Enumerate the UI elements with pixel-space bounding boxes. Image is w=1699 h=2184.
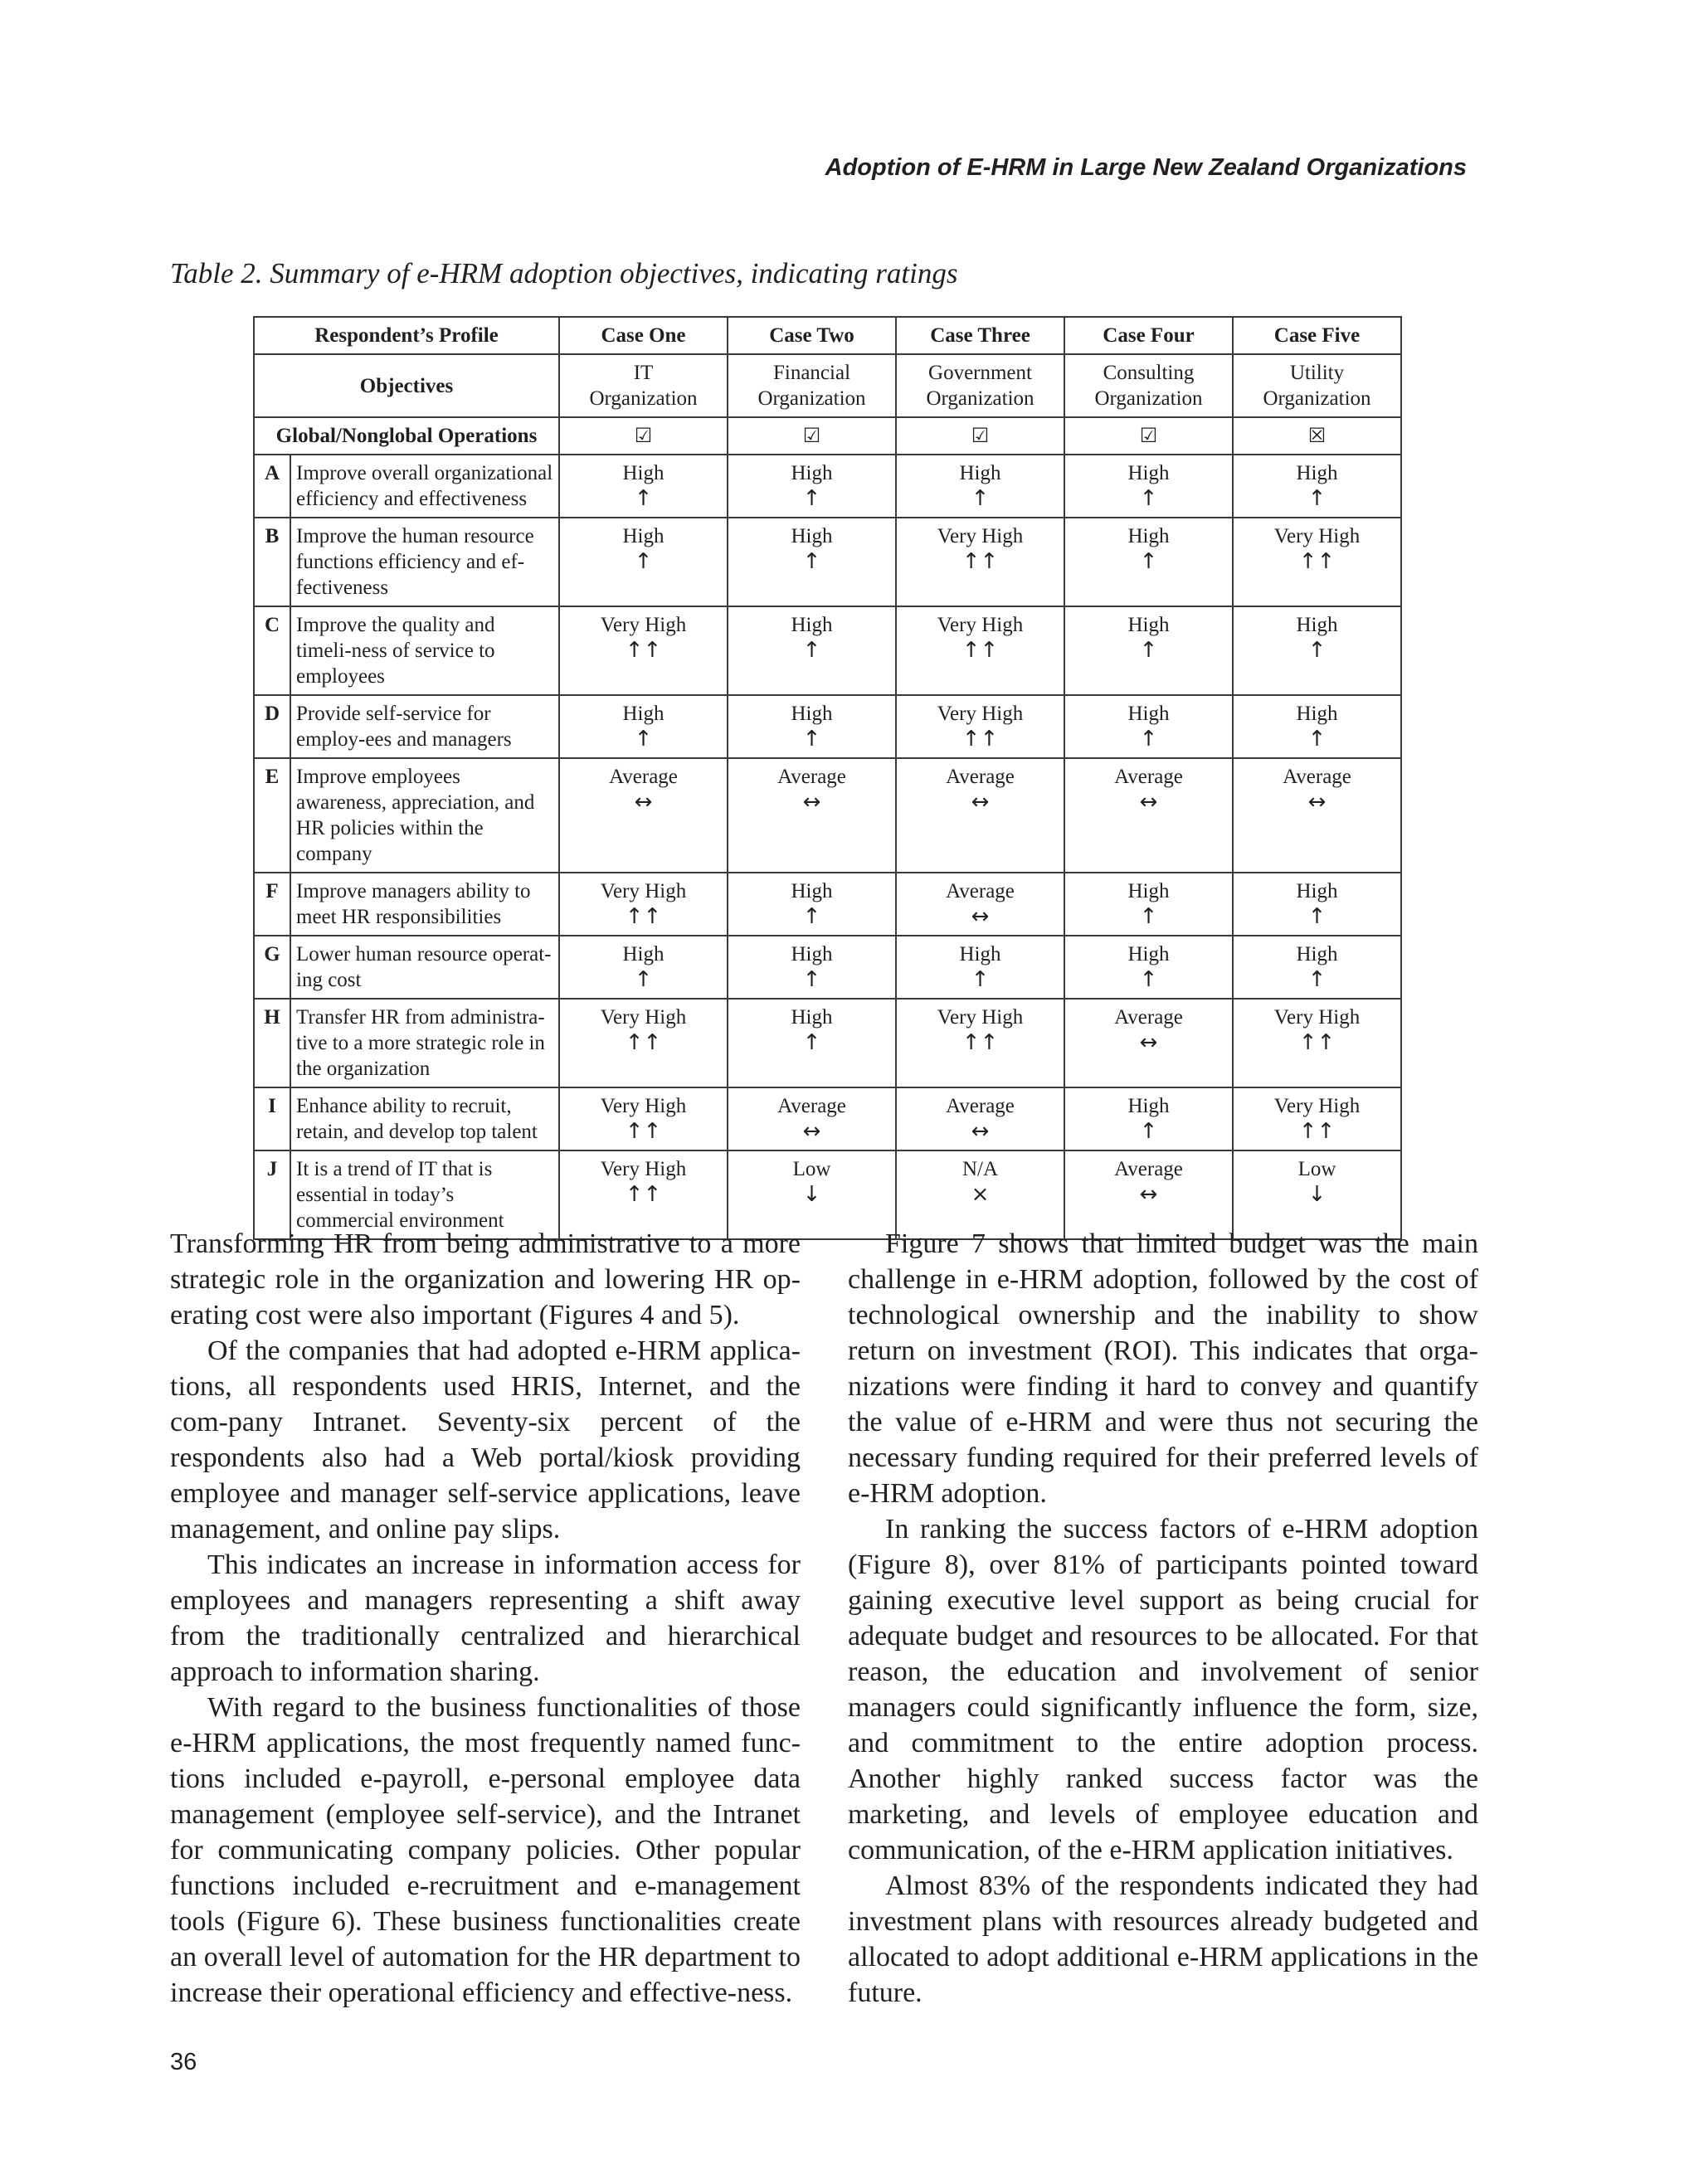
rating-arrow-icon: ↑↑	[1298, 1030, 1336, 1055]
row-letter: F	[254, 873, 290, 936]
rating-label: High	[791, 525, 833, 547]
rating-arrow-icon: ↑↑	[625, 1119, 662, 1144]
rating-label: Average	[777, 766, 846, 788]
rating-label: Low	[792, 1158, 831, 1180]
objective-text: Improve the quality and timeli-ness of service to employees	[290, 606, 559, 695]
rating-arrow-icon: ↓	[802, 1182, 821, 1207]
rating-arrow-icon: ↔	[971, 790, 990, 815]
rating-arrow-icon: ↔	[802, 790, 821, 815]
rating-label: Very High	[600, 880, 687, 902]
rating-arrow-icon: ↑	[802, 1030, 821, 1055]
rating-arrow-icon: ↑	[802, 486, 821, 511]
rating-label: N/A	[961, 1158, 999, 1180]
rating-label: Average	[1114, 1006, 1183, 1029]
table-global-row	[254, 417, 1401, 455]
body-column-right	[848, 1226, 1478, 2011]
rating-arrow-icon: ↑	[971, 967, 990, 992]
org-type-line: Organization	[926, 387, 1034, 410]
table-row	[254, 695, 1401, 758]
rating-arrow-icon: ↑	[634, 967, 653, 992]
rating-arrow-icon: ↑	[1139, 967, 1158, 992]
row-letter: D	[254, 695, 290, 758]
rating-cell	[896, 695, 1064, 758]
rating-label: High	[959, 943, 1001, 966]
objective-text: Transfer HR from administra-tive to a more strategic role in the organization	[290, 999, 559, 1087]
rating-label: High	[791, 943, 833, 966]
rating-arrow-icon: ↑↑	[961, 638, 999, 663]
objective-text: It is a trend of IT that is essential in today’s commercial environment	[290, 1150, 559, 1239]
row-letter: E	[254, 758, 290, 873]
rating-label: High	[1127, 1095, 1170, 1117]
objective-text: Enhance ability to recruit, retain, and develop top talent	[290, 1087, 559, 1150]
rating-cell	[728, 1087, 896, 1150]
rating-cell	[728, 518, 896, 606]
rating-arrow-icon: ↔	[802, 1119, 821, 1144]
rating-arrow-icon: ↔	[971, 1119, 990, 1144]
rating-cell	[559, 518, 728, 606]
rating-cell	[559, 695, 728, 758]
rating-label: Very High	[600, 1006, 687, 1029]
rating-cell	[1233, 758, 1401, 873]
rating-label: Average	[777, 1095, 846, 1117]
rating-arrow-icon: ↑↑	[961, 549, 999, 574]
rating-arrow-icon: ×	[971, 1182, 990, 1207]
rating-cell	[896, 606, 1064, 695]
rating-arrow-icon: ↔	[1307, 790, 1327, 815]
rating-arrow-icon: ↑	[802, 638, 821, 663]
rating-cell	[559, 873, 728, 936]
rating-label: Very High	[1273, 1006, 1361, 1029]
rating-arrow-icon: ↔	[634, 790, 653, 815]
rating-cell	[896, 518, 1064, 606]
rating-cell	[896, 455, 1064, 518]
rating-cell	[1064, 695, 1233, 758]
rating-cell	[1064, 606, 1233, 695]
objective-text: Improve overall organizational efficiency and effectiveness	[290, 455, 559, 518]
rating-arrow-icon: ↑	[1307, 904, 1327, 929]
page-number: 36	[170, 2049, 197, 2075]
rating-cell	[1233, 606, 1401, 695]
rating-arrow-icon: ↑	[1139, 486, 1158, 511]
column-header-case: Case Four	[1064, 317, 1233, 354]
rating-arrow-icon: ↔	[1139, 1030, 1158, 1055]
row-letter: C	[254, 606, 290, 695]
table-row	[254, 873, 1401, 936]
rating-cell	[1064, 518, 1233, 606]
rating-label: High	[622, 525, 665, 547]
paragraph: Transforming HR from being administrative to a more strategic role in the organization and lowering HR op-erating cost were also important (Figures 4 and 5).	[170, 1228, 801, 1330]
rating-label: High	[1296, 462, 1338, 484]
rating-cell	[559, 1087, 728, 1150]
org-type-line: IT	[633, 362, 654, 384]
paragraph: Figure 7 shows that limited budget was the main challenge in e-HRM adoption, followed by the cost of technological ownership and the inability to show return on investment (ROI). This indicates that orga-nizations were finding it hard to convey and quantify the value of e-HRM and were thus not securing the necessary funding required for their preferred levels of e-HRM adoption.	[848, 1228, 1478, 1509]
rating-arrow-icon: ↑	[1139, 1119, 1158, 1144]
org-type-line: Organization	[757, 387, 866, 410]
org-type-line: Government	[928, 362, 1032, 384]
rating-arrow-icon: ↑	[802, 727, 821, 752]
rating-cell	[728, 936, 896, 999]
rating-cell	[728, 455, 896, 518]
rating-arrow-icon: ↑↑	[961, 1030, 999, 1055]
rating-cell	[896, 873, 1064, 936]
org-type-cell	[1233, 354, 1401, 417]
org-type-line: Organization	[589, 387, 698, 410]
org-type-cell	[559, 354, 728, 417]
rating-cell	[1233, 695, 1401, 758]
objectives-label: Objectives	[254, 354, 559, 417]
paragraph: This indicates an increase in information access for employees and managers representing a shift away from the traditionally centralized and hierarchical approach to information sharing.	[170, 1549, 801, 1687]
rating-arrow-icon: ↑	[1139, 904, 1158, 929]
checkbox-mark-icon: ☒	[1233, 417, 1401, 455]
row-letter: I	[254, 1087, 290, 1150]
rating-label: High	[622, 943, 665, 966]
row-letter: H	[254, 999, 290, 1087]
table-row	[254, 936, 1401, 999]
rating-label: Low	[1297, 1158, 1336, 1180]
objective-text: Improve managers ability to meet HR responsibilities	[290, 873, 559, 936]
table-row	[254, 999, 1401, 1087]
rating-label: High	[791, 1006, 833, 1029]
rating-cell	[1233, 999, 1401, 1087]
table-org-type-row	[254, 354, 1401, 417]
table-row	[254, 758, 1401, 873]
rating-cell	[728, 873, 896, 936]
rating-cell	[728, 999, 896, 1087]
rating-cell	[728, 758, 896, 873]
table-caption: Table 2. Summary of e-HRM adoption objectives, indicating ratings	[170, 257, 958, 289]
running-title: Adoption of E-HRM in Large New Zealand Organizations	[825, 154, 1467, 181]
column-header-case: Case Five	[1233, 317, 1401, 354]
rating-arrow-icon: ↑↑	[625, 1182, 662, 1207]
rating-cell	[896, 936, 1064, 999]
rating-arrow-icon: ↑	[1307, 638, 1327, 663]
rating-cell	[896, 999, 1064, 1087]
column-header-case: Case Two	[728, 317, 896, 354]
paragraph: Of the companies that had adopted e-HRM applica-tions, all respondents used HRIS, Internet, and the com-pany Intranet. Seventy-six percent of the respondents also had a Web portal/kiosk providing employee and manager self-service applications, leave management, and online pay slips.	[170, 1335, 801, 1544]
rating-label: Very High	[600, 1158, 687, 1180]
org-type-line: Organization	[1094, 387, 1203, 410]
row-letter: G	[254, 936, 290, 999]
rating-cell	[1064, 1087, 1233, 1150]
rating-label: Very High	[600, 614, 687, 636]
rating-arrow-icon: ↑	[634, 549, 653, 574]
rating-arrow-icon: ↑	[634, 727, 653, 752]
rating-cell	[1064, 455, 1233, 518]
rating-label: Average	[1114, 1158, 1183, 1180]
org-type-line: Utility	[1289, 362, 1345, 384]
paragraph: In ranking the success factors of e-HRM adoption (Figure 8), over 81% of participants pointed toward gaining executive level support as being crucial for adequate budget and resources to be allocated. For that reason, the education and involvement of senior managers could significantly influence the form, size, and commitment to the entire adoption process. Another highly ranked success factor was the marketing, and levels of employee education and communication, of the e-HRM application initiatives.	[848, 1514, 1478, 1865]
rating-cell	[559, 758, 728, 873]
rating-label: Very High	[937, 703, 1024, 725]
checkbox-mark-icon: ☑	[896, 417, 1064, 455]
rating-label: Average	[946, 880, 1015, 902]
table-row	[254, 1087, 1401, 1150]
rating-label: High	[791, 703, 833, 725]
rating-arrow-icon: ↑↑	[625, 904, 662, 929]
rating-cell	[896, 758, 1064, 873]
org-type-line: Financial	[772, 362, 851, 384]
rating-label: Average	[946, 766, 1015, 788]
rating-label: High	[1296, 614, 1338, 636]
rating-label: Very High	[600, 1095, 687, 1117]
rating-label: Very High	[937, 614, 1024, 636]
org-type-cell	[728, 354, 896, 417]
rating-arrow-icon: ↑	[634, 486, 653, 511]
rating-label: Very High	[1273, 1095, 1361, 1117]
rating-label: Average	[609, 766, 678, 788]
rating-arrow-icon: ↑	[802, 549, 821, 574]
checkbox-mark-icon: ☑	[559, 417, 728, 455]
rating-arrow-icon: ↑↑	[1298, 1119, 1336, 1144]
rating-cell	[728, 606, 896, 695]
rating-cell	[559, 455, 728, 518]
rating-label: High	[1296, 703, 1338, 725]
rating-cell	[1233, 455, 1401, 518]
table-header-row	[254, 317, 1401, 354]
rating-cell	[896, 1087, 1064, 1150]
rating-arrow-icon: ↑	[1139, 638, 1158, 663]
rating-cell	[1064, 936, 1233, 999]
rating-label: High	[1127, 943, 1170, 966]
rating-cell	[559, 999, 728, 1087]
table-row	[254, 455, 1401, 518]
row-letter: J	[254, 1150, 290, 1239]
rating-label: High	[622, 703, 665, 725]
org-type-cell	[896, 354, 1064, 417]
objectives-table	[253, 316, 1402, 1240]
rating-label: High	[791, 614, 833, 636]
paragraph: With regard to the business functionalities of those e-HRM applications, the most frequently named func-tions included e-payroll, e-personal employee data management (employee self-service), and the Intranet for communicating company policies. Other popular functions included e-recruitment and e-management tools (Figure 6). These business functionalities create an overall level of automation for the HR department to increase their operational efficiency and effective-ness.	[170, 1692, 801, 2008]
rating-label: Very High	[937, 1006, 1024, 1029]
objective-text: Lower human resource operat-ing cost	[290, 936, 559, 999]
rating-arrow-icon: ↔	[1139, 1182, 1158, 1207]
rating-cell	[1064, 758, 1233, 873]
rating-arrow-icon: ↑	[1307, 967, 1327, 992]
rating-label: Average	[1114, 766, 1183, 788]
rating-label: Very High	[937, 525, 1024, 547]
rating-label: High	[1296, 943, 1338, 966]
org-type-line: Organization	[1263, 387, 1371, 410]
rating-arrow-icon: ↑↑	[1298, 549, 1336, 574]
rating-label: High	[1296, 880, 1338, 902]
rating-label: High	[1127, 525, 1170, 547]
rating-label: High	[1127, 703, 1170, 725]
paragraph: Almost 83% of the respondents indicated they had investment plans with resources already budgeted and allocated to adopt additional e-HRM applications in the future.	[848, 1870, 1478, 2008]
rating-cell	[1233, 873, 1401, 936]
rating-arrow-icon: ↔	[1139, 790, 1158, 815]
column-header-profile: Respondent’s Profile	[254, 317, 559, 354]
rating-cell	[1233, 1087, 1401, 1150]
rating-cell	[1233, 518, 1401, 606]
rating-cell	[728, 695, 896, 758]
column-header-case: Case Three	[896, 317, 1064, 354]
rating-cell	[1233, 936, 1401, 999]
rating-arrow-icon: ↑	[1139, 727, 1158, 752]
column-header-case: Case One	[559, 317, 728, 354]
rating-label: High	[1127, 880, 1170, 902]
rating-cell	[559, 606, 728, 695]
row-letter: B	[254, 518, 290, 606]
global-operations-label: Global/Nonglobal Operations	[254, 417, 559, 455]
rating-arrow-icon: ↑	[1307, 486, 1327, 511]
org-type-cell	[1064, 354, 1233, 417]
table-row	[254, 606, 1401, 695]
rating-label: Average	[1283, 766, 1351, 788]
rating-arrow-icon: ↑↑	[625, 638, 662, 663]
rating-cell	[1064, 873, 1233, 936]
rating-arrow-icon: ↑↑	[961, 727, 999, 752]
rating-arrow-icon: ↑	[971, 486, 990, 511]
rating-label: High	[959, 462, 1001, 484]
rating-label: Average	[946, 1095, 1015, 1117]
rating-label: High	[1127, 462, 1170, 484]
checkbox-mark-icon: ☑	[1064, 417, 1233, 455]
rating-cell	[1064, 999, 1233, 1087]
rating-arrow-icon: ↑	[1307, 727, 1327, 752]
rating-label: High	[622, 462, 665, 484]
rating-label: High	[791, 462, 833, 484]
objective-text: Improve the human resource functions efficiency and ef-fectiveness	[290, 518, 559, 606]
org-type-line: Consulting	[1103, 362, 1195, 384]
rating-arrow-icon: ↔	[971, 904, 990, 929]
objective-text: Provide self-service for employ-ees and managers	[290, 695, 559, 758]
rating-label: High	[791, 880, 833, 902]
row-letter: A	[254, 455, 290, 518]
rating-arrow-icon: ↑↑	[625, 1030, 662, 1055]
rating-label: High	[1127, 614, 1170, 636]
checkbox-mark-icon: ☑	[728, 417, 896, 455]
body-column-left	[170, 1226, 801, 2011]
objective-text: Improve employees awareness, appreciation, and HR policies within the company	[290, 758, 559, 873]
rating-arrow-icon: ↑	[802, 967, 821, 992]
rating-arrow-icon: ↑	[1139, 549, 1158, 574]
rating-label: Very High	[1273, 525, 1361, 547]
table-row	[254, 518, 1401, 606]
rating-arrow-icon: ↓	[1307, 1182, 1327, 1207]
rating-cell	[559, 936, 728, 999]
rating-arrow-icon: ↑	[802, 904, 821, 929]
